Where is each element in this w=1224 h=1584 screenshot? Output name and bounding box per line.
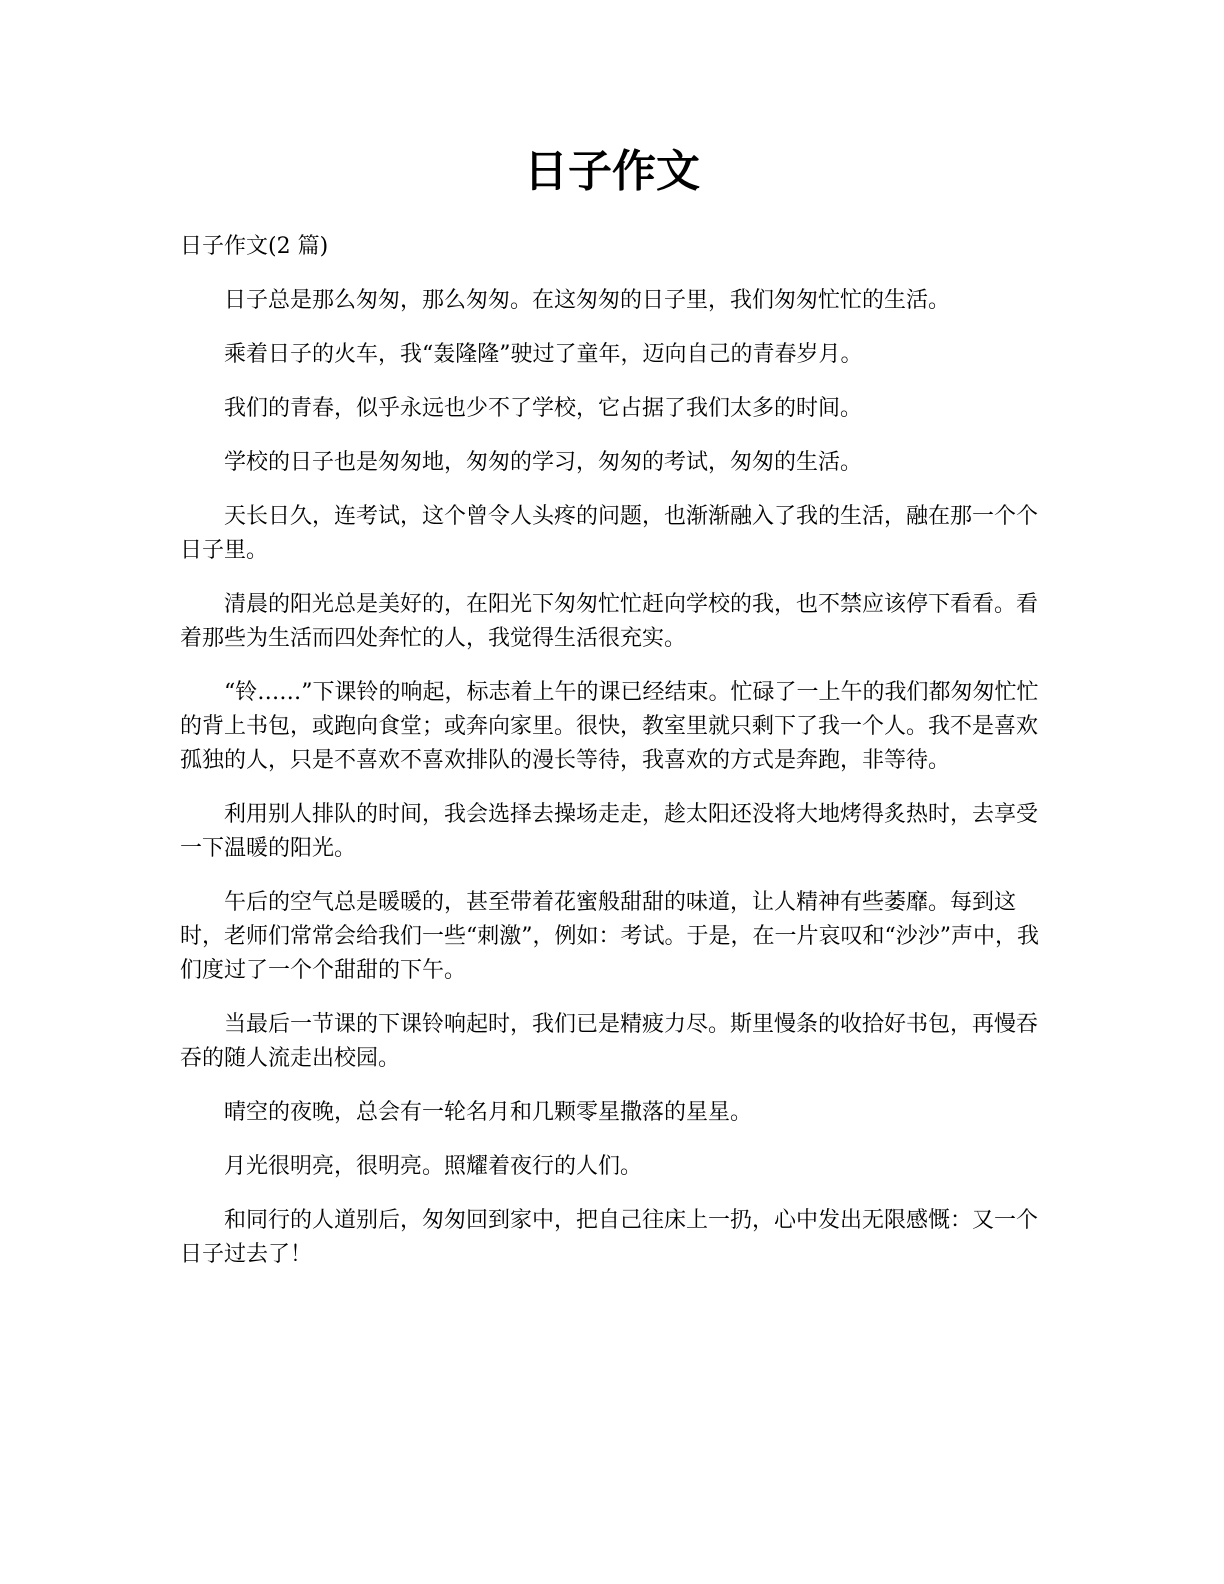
paragraph: 当最后一节课的下课铃响起时，我们已是精疲力尽。斯里慢条的收拾好书包，再慢吞吞的随人流走出校园。 [180, 1012, 1039, 1071]
paragraph: 和同行的人道别后，匆匆回到家中，把自己往床上一扔，心中发出无限感慨：又一个日子过去了！ [180, 1208, 1039, 1267]
paragraph: 月光很明亮，很明亮。照耀着夜行的人们。 [224, 1154, 643, 1179]
paragraph: 天长日久，连考试，这个曾令人头疼的问题，也渐渐融入了我的生活，融在那一个个日子里。 [180, 504, 1039, 563]
document-subtitle: 日子作文(2 篇) [180, 234, 329, 259]
paragraph: 晴空的夜晚，总会有一轮名月和几颗零星撒落的星星。 [224, 1100, 753, 1125]
paragraph: 午后的空气总是暖暖的，甚至带着花蜜般甜甜的味道，让人精神有些萎靡。每到这时，老师们常常会给我们一些“刺激”，例如：考试。于是，在一片哀叹和“沙沙”声中，我们度过了一个个甜甜的下午。 [180, 890, 1039, 983]
document-body [180, 230, 1044, 1292]
paragraph: 乘着日子的火车，我“轰隆隆”驶过了童年，迈向自己的青春岁月。 [224, 342, 863, 367]
paragraph: “铃……”下课铃的响起，标志着上午的课已经结束。忙碌了一上午的我们都匆匆忙忙的背上书包，或跑向食堂；或奔向家里。很快，教室里就只剩下了我一个人。我不是喜欢孤独的人，只是不喜欢不喜欢排队的漫长等待，我喜欢的方式是奔跑，非等待。 [180, 680, 1039, 773]
document-title: 日子作文 [524, 146, 700, 197]
paragraph: 学校的日子也是匆匆地，匆匆的学习，匆匆的考试，匆匆的生活。 [224, 450, 863, 475]
paragraph: 我们的青春，似乎永远也少不了学校，它占据了我们太多的时间。 [224, 396, 863, 421]
paragraph: 日子总是那么匆匆，那么匆匆。在这匆匆的日子里，我们匆匆忙忙的生活。 [224, 288, 951, 313]
paragraph: 利用别人排队的时间，我会选择去操场走走，趁太阳还没将大地烤得炙热时，去享受一下温暖的阳光。 [180, 802, 1039, 861]
paragraph: 清晨的阳光总是美好的，在阳光下匆匆忙忙赶向学校的我，也不禁应该停下看看。看着那些为生活而四处奔忙的人，我觉得生活很充实。 [180, 592, 1039, 651]
